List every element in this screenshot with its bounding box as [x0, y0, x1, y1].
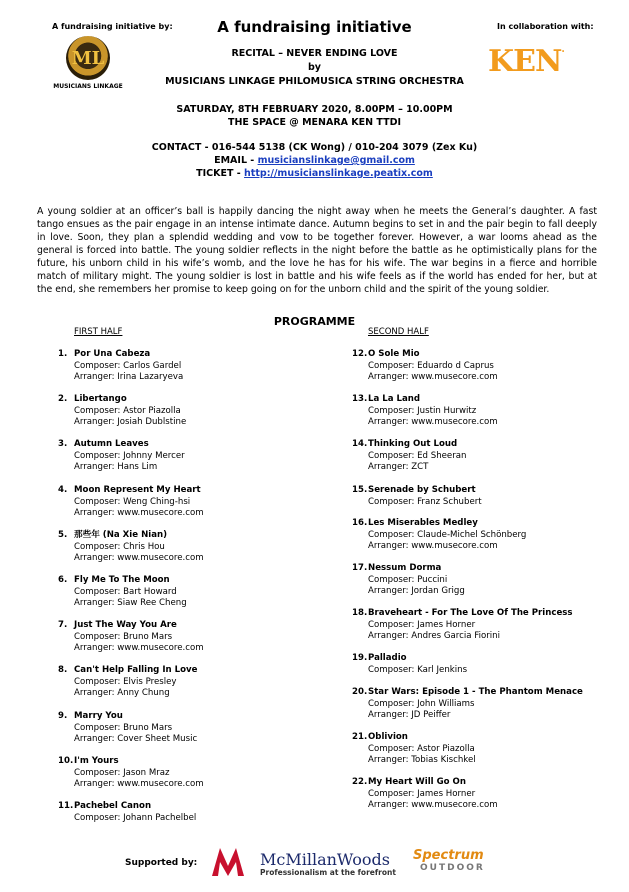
arranger-line: Arranger: Irina Lazaryeva: [74, 372, 184, 382]
item-number: 8.: [58, 665, 68, 675]
piece-title: Star Wars: Episode 1 - The Phantom Menace: [368, 687, 583, 697]
piece-title: Braveheart - For The Love Of The Princess: [368, 608, 573, 618]
piece-title: 那些年 (Na Xie Nian): [74, 530, 168, 540]
arranger-line: Arranger: Cover Sheet Music: [74, 734, 198, 744]
composer-line: Composer: Jason Mraz: [74, 767, 170, 778]
piece-title: Autumn Leaves: [74, 439, 149, 449]
piece-title: Les Miserables Medley: [368, 518, 478, 528]
item-number: 2.: [58, 394, 68, 404]
arranger-line: Arranger: Jordan Grigg: [368, 586, 465, 596]
item-number: 7.: [58, 620, 68, 630]
composer-line: Composer: Claude-Michel Schönberg: [368, 529, 527, 540]
supported-by-label: Supported by:: [125, 858, 198, 868]
email-link[interactable]: musicianslinkage@gmail.com: [257, 155, 415, 166]
event-venue: THE SPACE @ MENARA KEN TTDI: [227, 117, 402, 128]
arranger-line: Arranger: www.musecore.com: [368, 800, 498, 810]
item-number: 15.: [352, 485, 368, 495]
page-title: A fundraising initiative: [217, 18, 412, 36]
item-number: 12.: [352, 349, 368, 359]
arranger-line: Arranger: Hans Lim: [74, 462, 158, 472]
first-half-label: FIRST HALF: [74, 327, 123, 337]
contact-line: CONTACT - 016-544 5138 (CK Wong) / 010-204 3079 (Zex Ku): [151, 142, 478, 153]
arranger-line: Arranger: www.musecore.com: [368, 417, 498, 427]
composer-line: Composer: Ed Sheeran: [368, 450, 467, 461]
ken-logo: KEN.: [488, 44, 564, 79]
piece-title: My Heart Will Go On: [368, 777, 466, 787]
item-number: 14.: [352, 439, 368, 449]
item-number: 6.: [58, 575, 68, 585]
item-number: 11.: [58, 801, 74, 811]
item-number: 1.: [58, 349, 68, 359]
piece-title: Can't Help Falling In Love: [74, 665, 198, 675]
item-number: 22.: [352, 777, 368, 787]
piece-title: Oblivion: [368, 732, 408, 742]
composer-line: Composer: Franz Schubert: [368, 496, 482, 507]
arranger-line: Arranger: www.musecore.com: [368, 372, 498, 382]
item-number: 5.: [58, 530, 68, 540]
programme-title: PROGRAMME: [273, 315, 356, 328]
email-line: [0, 155, 629, 166]
arranger-line: Arranger: www.musecore.com: [74, 779, 204, 789]
item-number: 9.: [58, 711, 68, 721]
event-date: SATURDAY, 8TH FEBRUARY 2020, 8.00PM – 10.00PM: [176, 104, 453, 115]
composer-line: Composer: Bruno Mars: [74, 722, 173, 733]
item-number: 10.: [58, 756, 74, 766]
composer-line: Composer: John Williams: [368, 698, 475, 709]
ticket-label: TICKET -: [196, 168, 245, 179]
story-paragraph: A young soldier at an officer’s ball is happily dancing the night away when he meets the General’s daughter. A fast tango ensues as the pair engage in an intense intimate dance. Autumn begins to set in and the pair begin to fall deeply in love. Soon, they plan a splendid wedding and vow to be together forever. However, a war looms ahead as the general is forced into battle. The young soldier reflects in the night before the battle as he optimistically plans for the future, his unborn child in his wife’s womb, and the love he has for his wife. The war begins in a fierce and horrible match of military might. The young soldier is lost in battle and his wife feels as if the world has ended for her, but at the end, she remembers her promise to keep going on for the unborn child and the spirit of the young soldier.: [37, 206, 597, 295]
composer-line: Composer: Justin Hurwitz: [368, 405, 477, 416]
ticket-line: [0, 168, 629, 179]
piece-title: I'm Yours: [74, 756, 119, 766]
arranger-line: Arranger: www.musecore.com: [74, 643, 204, 653]
composer-line: Composer: James Horner: [368, 788, 476, 799]
second-half-label: SECOND HALF: [368, 327, 429, 337]
composer-line: Composer: Eduardo d Caprus: [368, 360, 494, 371]
ken-logo-text: KEN: [488, 44, 562, 79]
arranger-line: Arranger: Josiah Dublstine: [74, 417, 187, 427]
logo-monogram: ML: [71, 47, 105, 69]
composer-line: Composer: Johnny Mercer: [74, 450, 185, 461]
arranger-line: Arranger: www.musecore.com: [368, 541, 498, 551]
piece-title: La La Land: [368, 394, 421, 404]
mcmillanwoods-logo-icon: [212, 848, 252, 876]
composer-line: Composer: Elvis Presley: [74, 676, 177, 687]
item-number: 18.: [352, 608, 368, 618]
item-number: 3.: [58, 439, 68, 449]
composer-line: Composer: Carlos Gardel: [74, 360, 182, 371]
arranger-line: Arranger: Anny Chung: [74, 688, 170, 698]
piece-title: Serenade by Schubert: [368, 485, 476, 495]
musicians-linkage-logo-text: MUSICIANS LINKAGE: [53, 83, 123, 90]
piece-title: Moon Represent My Heart: [74, 485, 201, 495]
spectrum-sub: OUTDOOR: [420, 863, 485, 873]
composer-line: Composer: Johann Pachelbel: [74, 812, 197, 823]
mcmillanwoods-name: McMillanWoods: [260, 850, 390, 869]
arranger-line: Arranger: www.musecore.com: [74, 508, 204, 518]
arranger-line: Arranger: www.musecore.com: [74, 553, 204, 563]
mcmillanwoods-tagline: Professionalism at the forefront: [260, 868, 396, 877]
collaboration-label: In collaboration with:: [497, 22, 594, 31]
composer-line: Composer: Astor Piazolla: [368, 743, 475, 754]
orchestra-name: MUSICIANS LINKAGE PHILOMUSICA STRING ORCHESTRA: [165, 76, 464, 87]
arranger-line: Arranger: Andres Garcia Fiorini: [368, 631, 500, 641]
piece-title: Marry You: [74, 711, 123, 721]
item-number: 20.: [352, 687, 368, 697]
item-number: 17.: [352, 563, 368, 573]
arranger-line: Arranger: Siaw Ree Cheng: [74, 598, 187, 608]
composer-line: Composer: Bart Howard: [74, 586, 177, 597]
composer-line: Composer: Astor Piazolla: [74, 405, 181, 416]
item-number: 4.: [58, 485, 68, 495]
piece-title: Nessum Dorma: [368, 563, 442, 573]
item-number: 16.: [352, 518, 368, 528]
piece-title: Libertango: [74, 394, 127, 404]
ticket-link[interactable]: http://musicianslinkage.peatix.com: [244, 168, 433, 179]
arranger-line: Arranger: JD Peiffer: [368, 710, 451, 720]
piece-title: O Sole Mio: [368, 349, 420, 359]
piece-title: Fly Me To The Moon: [74, 575, 170, 585]
item-number: 19.: [352, 653, 368, 663]
arranger-line: Arranger: Tobias Kischkel: [368, 755, 476, 765]
email-label: EMAIL -: [214, 155, 258, 166]
item-number: 13.: [352, 394, 368, 404]
spectrum-name: Spectrum: [413, 848, 484, 863]
initiative-by-label: A fundraising initiative by:: [52, 22, 173, 31]
recital-title: RECITAL – NEVER ENDING LOVE: [231, 48, 398, 59]
piece-title: Just The Way You Are: [74, 620, 177, 630]
composer-line: Composer: Weng Ching-hsi: [74, 496, 191, 507]
piece-title: Pachebel Canon: [74, 801, 152, 811]
composer-line: Composer: Bruno Mars: [74, 631, 173, 642]
composer-line: Composer: Chris Hou: [74, 541, 165, 552]
piece-title: Por Una Cabeza: [74, 349, 151, 359]
piece-title: Thinking Out Loud: [368, 439, 458, 449]
recital-by: by: [308, 62, 321, 73]
composer-line: Composer: Karl Jenkins: [368, 664, 468, 675]
piece-title: Palladio: [368, 653, 407, 663]
arranger-line: Arranger: ZCT: [368, 462, 429, 472]
item-number: 21.: [352, 732, 368, 742]
composer-line: Composer: James Horner: [368, 619, 476, 630]
composer-line: Composer: Puccini: [368, 574, 448, 585]
